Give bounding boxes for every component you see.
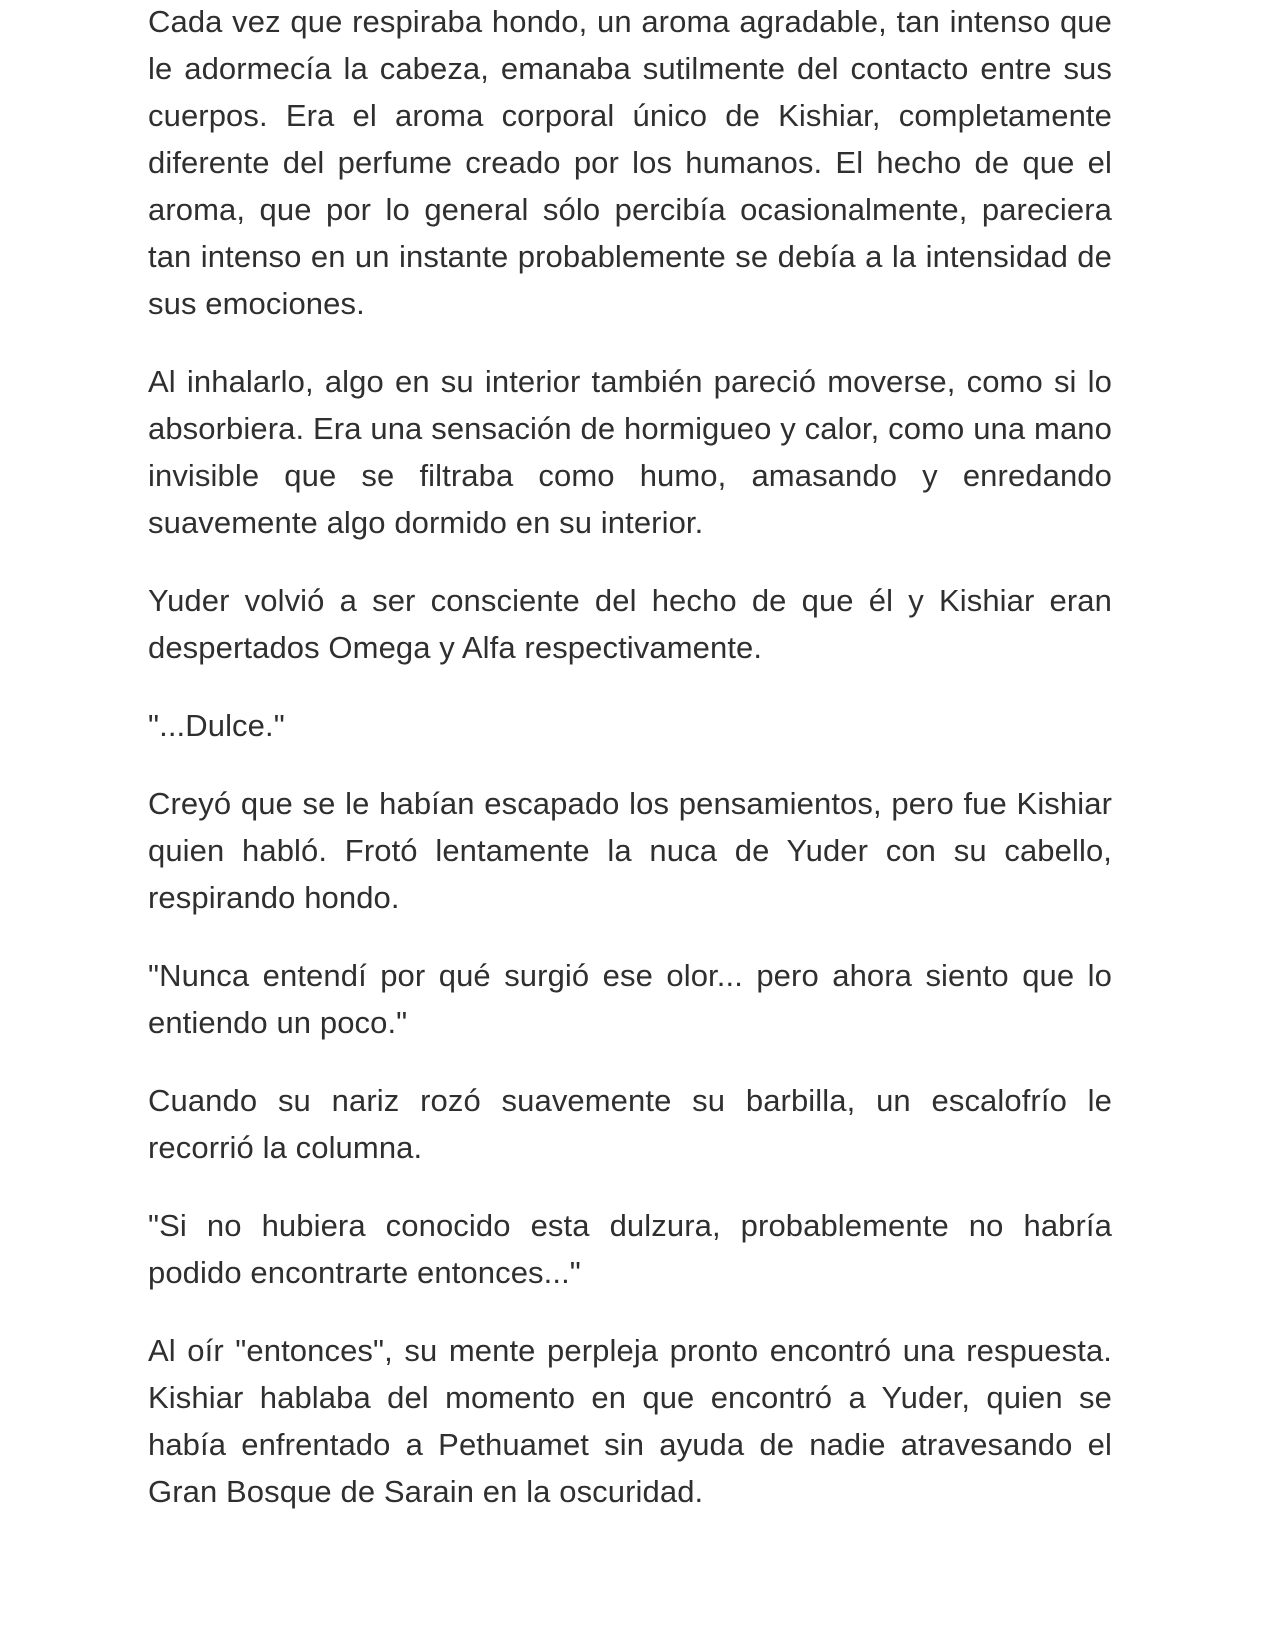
paragraph-2: Al inhalarlo, algo en su interior también pareció moverse, como si lo absorbiera. Era una sensación de hormigueo y calor, como una mano invisible que se filtraba como humo, amasando y enredando suavemente algo dormido en su interior. [148,364,1112,540]
paragraph-5: Creyó que se le habían escapado los pensamientos, pero fue Kishiar quien habló. Frotó lentamente la nuca de Yuder con su cabello, respirando hondo. [148,786,1112,915]
paragraph-1: Cada vez que respiraba hondo, un aroma agradable, tan intenso que le adormecía la cabeza, emanaba sutilmente del contacto entre sus cuerpos. Era el aroma corporal único de Kishiar, completamente diferente del perfume creado por los humanos. El hecho de que el aroma, que por lo general sólo percibía ocasionalmente, pareciera tan intenso en un instante probablemente se debía a la intensidad de sus emociones. [148,4,1112,321]
paragraph-8: "Si no hubiera conocido esta dulzura, probablemente no habría podido encontrarte entonces..." [148,1208,1112,1290]
paragraph-4: "...Dulce." [148,708,285,743]
document-body [148,0,1112,1546]
paragraph-9: Al oír "entonces", su mente perpleja pronto encontró una respuesta. Kishiar hablaba del momento en que encontró a Yuder, quien se había enfrentado a Pethuamet sin ayuda de nadie atravesando el Gran Bosque de Sarain en la oscuridad. [148,1333,1112,1509]
paragraph-6: "Nunca entendí por qué surgió ese olor... pero ahora siento que lo entiendo un poco." [148,958,1112,1040]
paragraph-7: Cuando su nariz rozó suavemente su barbilla, un escalofrío le recorrió la columna. [148,1083,1112,1165]
paragraph-3: Yuder volvió a ser consciente del hecho de que él y Kishiar eran despertados Omega y Alfa respectivamente. [148,583,1112,665]
